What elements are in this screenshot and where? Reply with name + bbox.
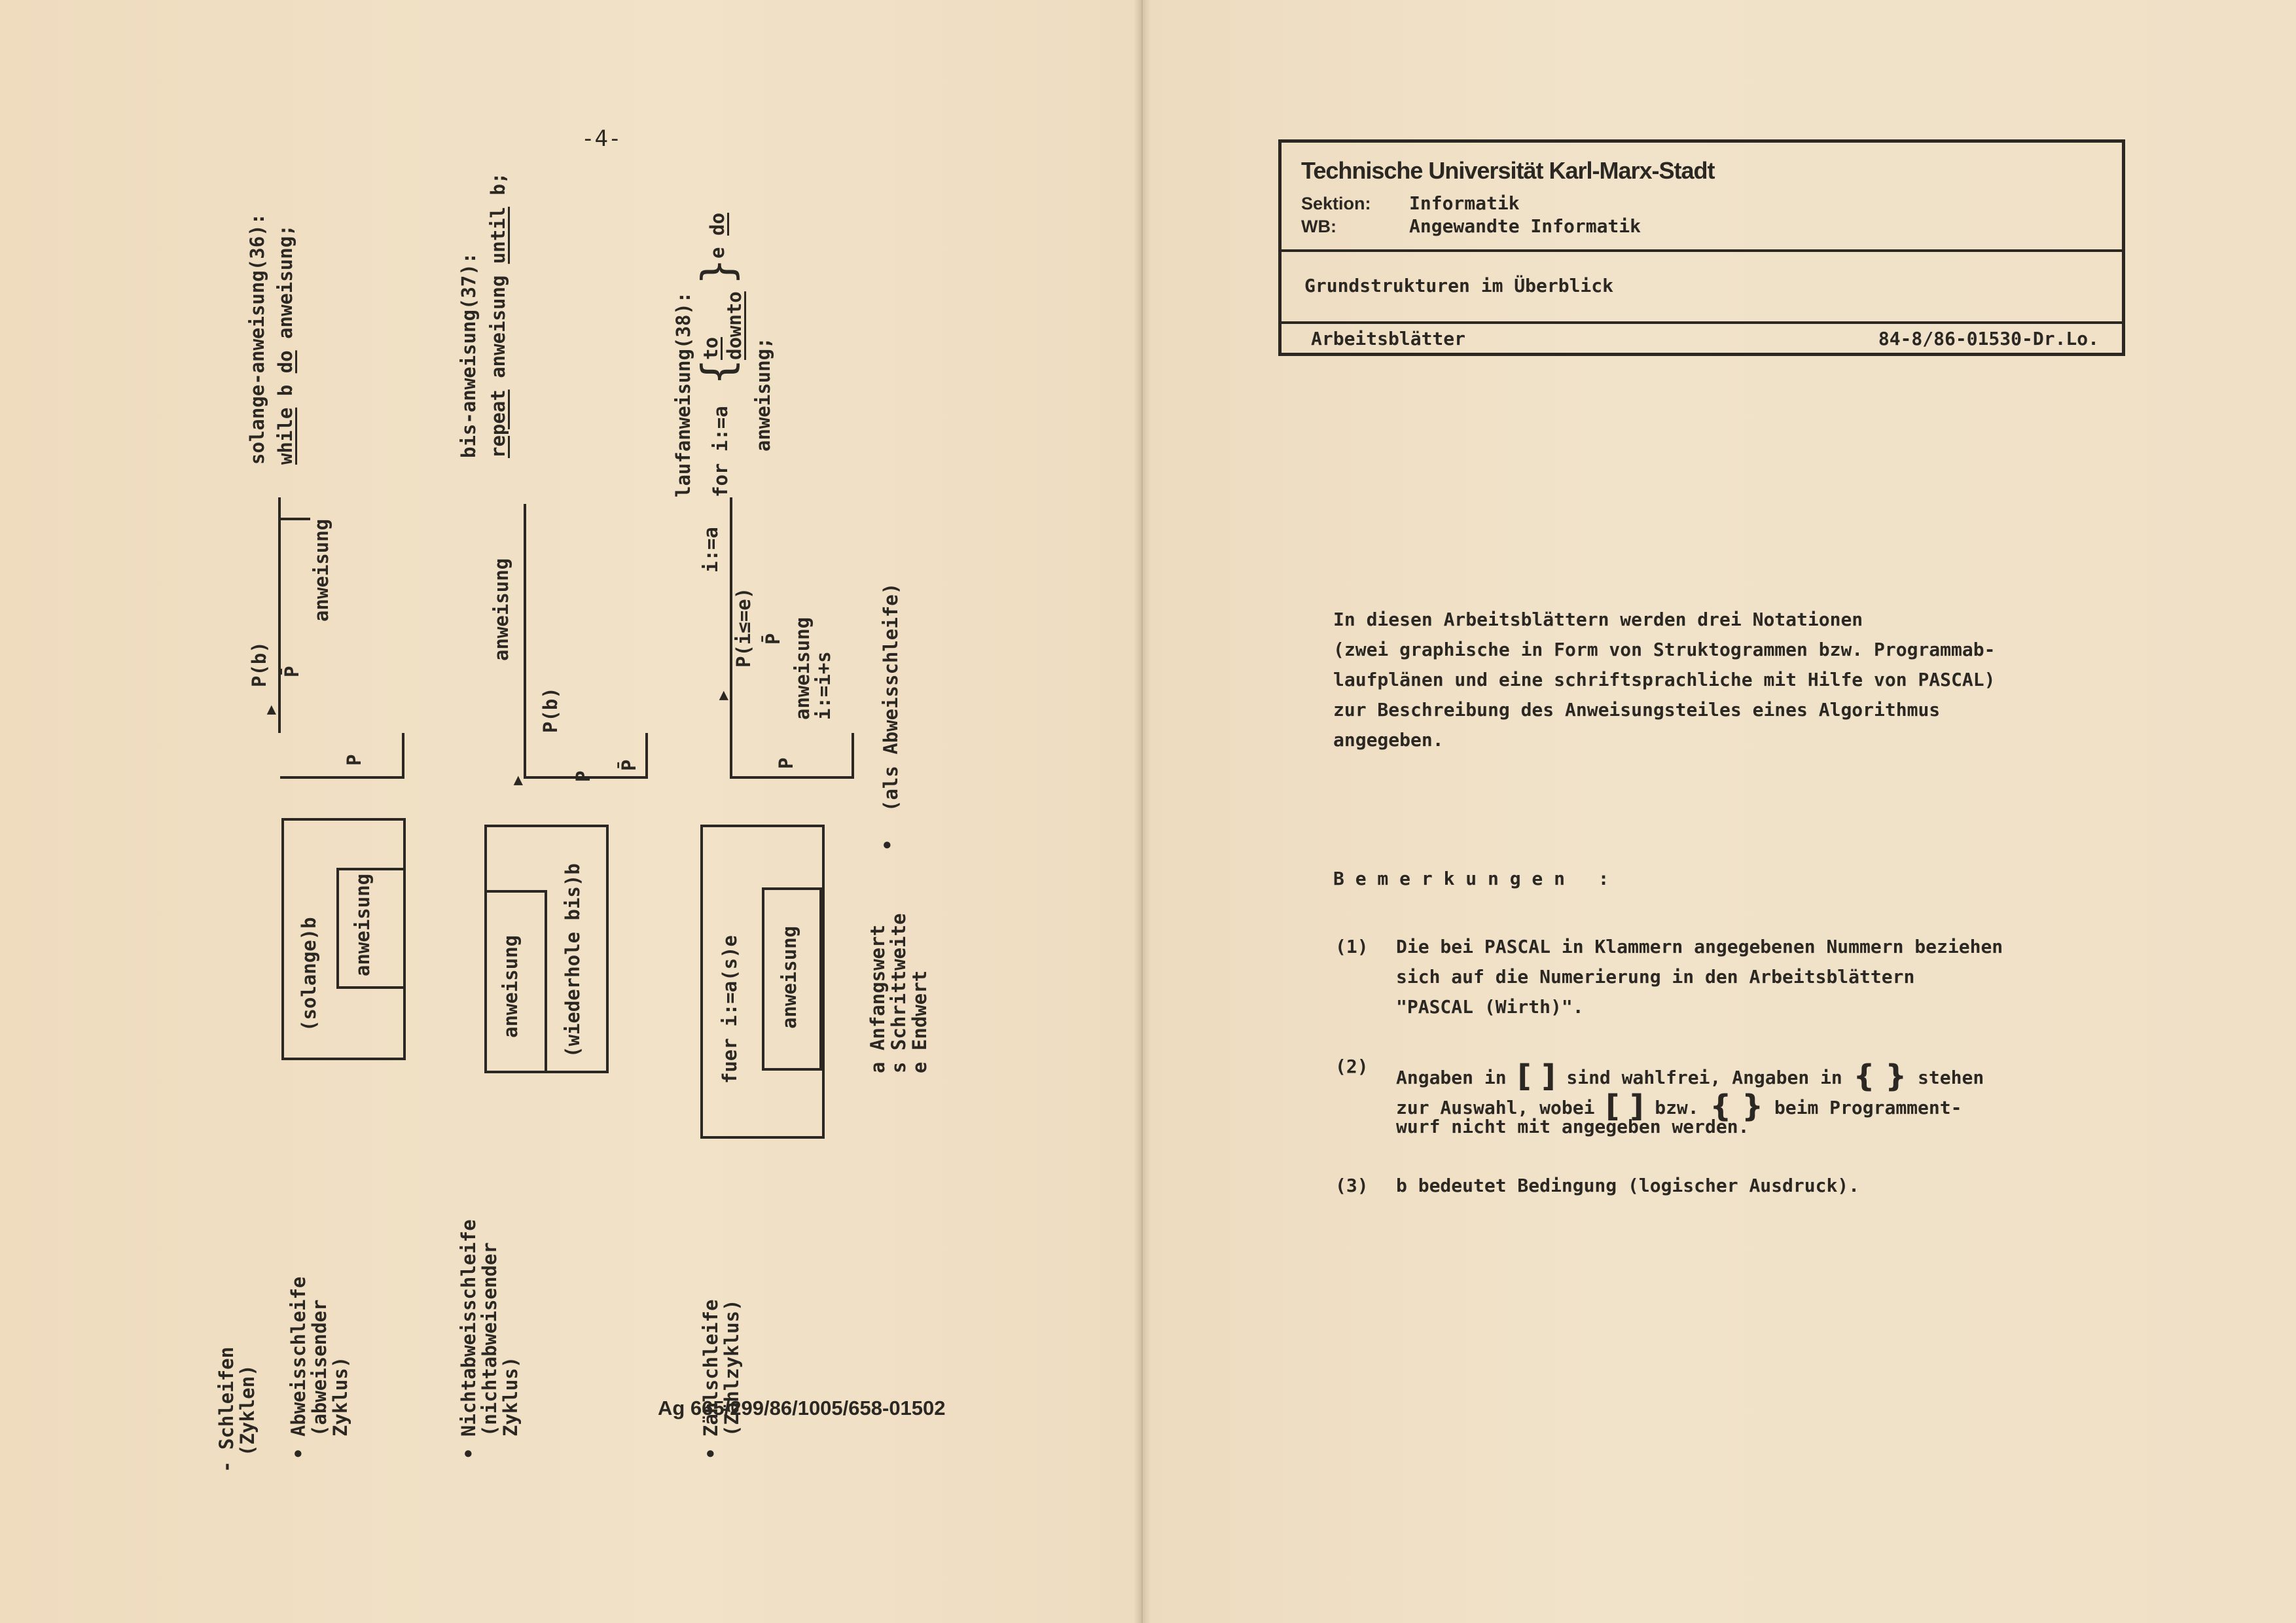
intro-line: In diesen Arbeitsblättern werden drei Notationen	[1333, 609, 1863, 630]
bullet-dot: •	[876, 839, 899, 851]
document-type: Arbeitsblätter	[1311, 328, 1466, 349]
intro-line: (zwei graphische in Form von Struktogrammen bzw. Programmab-	[1333, 639, 1996, 660]
category-line: (nichtabweisender	[478, 1242, 501, 1436]
remark-text: zur Auswahl, wobei	[1396, 1097, 1606, 1118]
pap-not-label: P̄	[618, 759, 640, 771]
keyword-downto: downto	[723, 291, 745, 360]
remark-line: "PASCAL (Wirth)".	[1396, 996, 1584, 1018]
wb-value: Angewandte Informatik	[1409, 215, 1641, 237]
pap-p-label: P	[775, 757, 797, 769]
remark-line: b bedeutet Bedingung (logischer Ausdruck).	[1396, 1175, 1860, 1196]
pap-main-line	[524, 504, 526, 779]
pap-frame-bottom	[645, 733, 648, 779]
remark-line: sich auf die Numerierung in den Arbeitsblättern	[1396, 966, 1915, 988]
rotated-loops-table	[183, 164, 1165, 1472]
struktogramm-body: anweisung	[499, 935, 522, 1038]
pascal-label: bis-anweisung(37):	[457, 252, 480, 458]
pap-not-label: P̄	[762, 633, 784, 645]
pascal-code-part: b	[274, 373, 296, 408]
right-brace-icon: }	[692, 259, 743, 285]
pap-increment: i:=i+s	[812, 651, 834, 720]
pap-frame-bottom	[852, 733, 854, 779]
struktogramm-box	[700, 825, 825, 1139]
university-name: Technische Universität Karl-Marx-Stadt	[1301, 157, 1715, 184]
struktogramm-body-box	[484, 890, 547, 1073]
remark-text: stehen	[1907, 1067, 1984, 1088]
pap-frame-side	[730, 776, 854, 779]
wb-label: WB:	[1301, 217, 1336, 236]
pap-statement: anweisung	[791, 616, 814, 720]
remarks-heading: B e m e r k u n g e n :	[1333, 868, 1609, 889]
pascal-code	[275, 224, 296, 465]
struktogramm-body: anweisung	[351, 873, 374, 976]
category-line: Zyklus)	[329, 1356, 351, 1436]
keyword-repeat: repeat	[487, 389, 509, 458]
category-line: • Abweisschleife	[287, 1276, 310, 1459]
struktogramm-box	[484, 825, 609, 1073]
remark-text: beim Programment-	[1763, 1097, 1962, 1118]
intro-line: angegeben.	[1333, 729, 1444, 751]
pap-loop-return	[280, 518, 310, 520]
pap-p-label: P	[572, 770, 594, 782]
pap-p-label: P	[343, 754, 365, 766]
sektion-value: Informatik	[1409, 192, 1520, 214]
pascal-tail: anweisung;	[752, 337, 774, 452]
remark-number: (3)	[1335, 1175, 1369, 1196]
struktogramm-condition: (wiederhole bis)b	[562, 863, 584, 1058]
abweis-note: (als Abweisschleife)	[880, 582, 902, 812]
keyword-while: while	[274, 407, 296, 465]
legend-item: a Anfangswert	[867, 925, 889, 1073]
left-brace-icon: {	[692, 359, 743, 385]
struktogramm-body-box	[762, 887, 822, 1071]
curly-braces-icon: { }	[1710, 1088, 1764, 1124]
struktogramm-box	[281, 818, 406, 1060]
title-box-divider	[1282, 321, 2122, 324]
struktogramm-body-box	[336, 868, 403, 989]
category-line: (Zählzyklus)	[721, 1299, 743, 1436]
pap-condition: P(i≤=e)	[732, 587, 755, 668]
category-line: Zyklus)	[499, 1356, 522, 1436]
pap-main-line	[278, 497, 281, 733]
title-box	[1278, 139, 2125, 356]
pap-statement: anweisung	[490, 558, 512, 661]
pap-frame-bottom	[280, 776, 404, 779]
pascal-for: for i:=a	[709, 406, 732, 497]
pap-arrow-icon: ▶	[261, 705, 279, 715]
pascal-code-part: anweisung	[487, 264, 509, 390]
pascal-code	[488, 172, 509, 458]
section-subtitle: (Zyklen)	[236, 1364, 259, 1456]
category-line: • Nichtabweisschleife	[457, 1219, 480, 1459]
pap-frame-back	[402, 733, 404, 779]
square-brackets-icon: [ ]	[1605, 1088, 1644, 1124]
pap-not-label: P̄	[281, 666, 303, 677]
document-number: 84-8/86-01530-Dr.Lo.	[1878, 328, 2099, 349]
square-brackets-icon: [ ]	[1517, 1058, 1556, 1094]
remark-line: Die bei PASCAL in Klammern angegebenen Nummern beziehen	[1396, 936, 2003, 957]
sektion-label: Sektion:	[1301, 194, 1371, 213]
keyword-do: do	[706, 213, 728, 236]
struktogramm-condition: (solange)b	[298, 917, 320, 1031]
pap-frame-top	[280, 776, 283, 779]
pap-statement: anweisung	[310, 518, 332, 622]
legend-item: s Schrittweite	[888, 913, 910, 1073]
pap-condition: P(b)	[248, 641, 270, 687]
curly-braces-icon: { }	[1853, 1058, 1907, 1094]
remark-text: sind wahlfrei, Angaben in	[1555, 1067, 1854, 1088]
struktogramm-body: anweisung	[778, 925, 800, 1029]
pap-condition: P(b)	[539, 687, 562, 733]
remark-line: wurf nicht mit angegeben werden.	[1396, 1116, 1749, 1137]
document-title: Grundstrukturen im Überblick	[1304, 275, 1614, 296]
category-line: • Zählschleife	[700, 1299, 722, 1459]
pascal-label: solange-anweisung(36):	[246, 213, 268, 465]
pascal-label: laufanweisung(38):	[672, 291, 694, 497]
keyword-to: to	[700, 337, 722, 360]
intro-line: zur Beschreibung des Anweisungsteiles eines Algorithmus	[1333, 699, 1941, 721]
remark-number: (1)	[1335, 936, 1369, 957]
pascal-code-part: b;	[487, 172, 509, 207]
category-line: (abweisender	[308, 1299, 331, 1436]
struktogramm-condition: fuer i:=a(s)e	[719, 935, 741, 1084]
intro-line: laufplänen und eine schriftsprachliche mit Hilfe von PASCAL)	[1333, 669, 1996, 690]
remark-text: Angaben in	[1396, 1067, 1518, 1088]
pascal-code-part: anweisung;	[274, 224, 296, 351]
pap-init: i:=a	[700, 527, 722, 573]
page-number: -4-	[581, 126, 622, 152]
pascal-e: e	[706, 247, 728, 259]
catalog-number: Ag 665/299/86/1005/658-01502	[658, 1397, 946, 1419]
legend-item: e Endwert	[908, 970, 931, 1073]
remark-number: (2)	[1335, 1056, 1369, 1077]
keyword-until: until	[487, 206, 509, 264]
pap-arrow-icon: ▶	[713, 690, 732, 700]
remark-text: bzw.	[1643, 1097, 1710, 1118]
keyword-do: do	[274, 350, 296, 374]
pap-arrow-icon: ▶	[508, 776, 526, 785]
title-box-divider	[1282, 249, 2122, 252]
section-title: - Schleifen	[215, 1346, 238, 1472]
